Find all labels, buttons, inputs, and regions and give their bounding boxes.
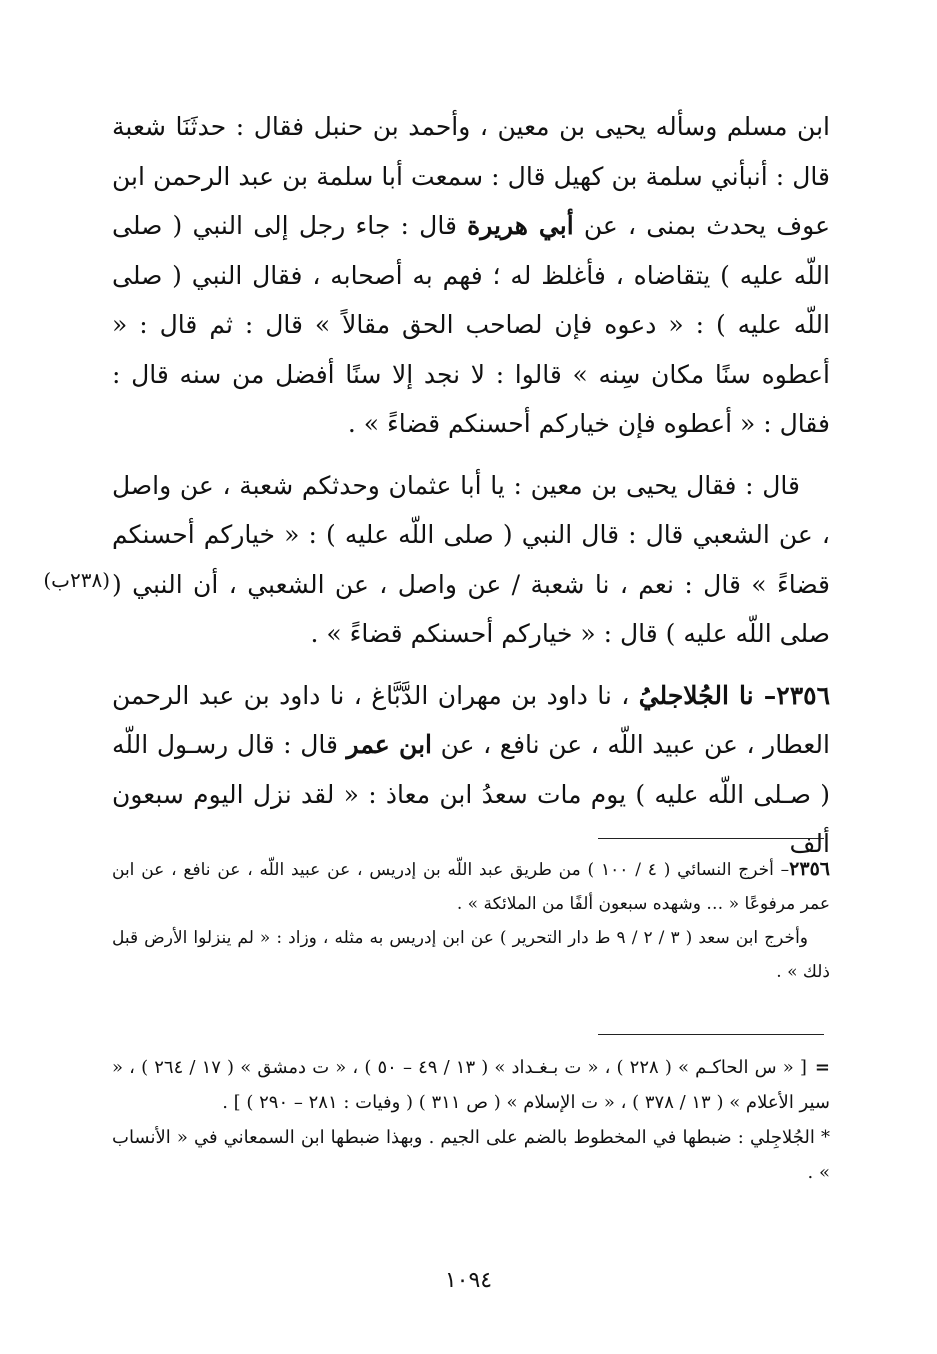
companion-name-bold: ابن عمر	[346, 730, 432, 759]
footnote-1	[112, 852, 830, 921]
footnote-number: ٢٣٥٦	[789, 858, 830, 880]
hadith-lead: – نا الجُلاجليُ	[638, 680, 777, 710]
page-number: ١٠٩٤	[444, 1268, 493, 1293]
paragraph-1-text-a: ابن مسلم وسأله يحيى بن معين ، وأحمد بن حنبل فقال : حدثَنَا شعبة قال : أنبأني سلمة بن كهيل قال : سمعت أبا سلمة بن عبد الرحمن ابن عوف يحدث بمنى ، عن	[112, 112, 831, 240]
reference-text: [ « س الحاكـم » ( ٢٢٨ ) ، « ت بـغـداد » ( ١٣ / ٤٩ – ٥٠ ) ، « ت دمشق » ( ١٧ / ٢٦٤ ) ، « سير الأعلام » ( ١٣ / ٣٧٨ ) ، « ت الإسلام » ( ص ٣١١ ) ( وفيات : ٢٨١ – ٢٩٠ ) ] .	[112, 1057, 830, 1113]
narrator-name-bold: أبي هريرة	[467, 211, 574, 240]
continuation-marker: =	[814, 1057, 830, 1078]
paragraph-3-text-a: ، نا داود بن مهران الدَّبَّاغ ، نا داود بن عبد الرحمن العطار ، عن عبيد اللّه ، عن نافع ، عن	[112, 680, 830, 759]
main-text	[112, 102, 830, 869]
manuscript-folio-marker: (٢٣٨ب)	[43, 568, 110, 592]
paragraph-2: قال : فقال يحيى بن معين : يا أبا عثمان وحدثكم شعبة ، عن واصل ، عن الشعبي قال : قال النبي ( صلى اللّه عليه ) : « خياركم أحسنكم قضاءً » قال : نعم ، نا شعبة / عن واصل ، عن الشعبي ، أن النبي ( صلى اللّه عليه ) قال : « خياركم أحسنكم قضاءً » .	[112, 470, 830, 648]
vocalization-note: * الجُلاجِلي : ضبطها في المخطوط بالضم على الجيم . وبهذا ضبطها ابن السمعاني في « الأنساب » .	[112, 1127, 830, 1183]
reference-line	[112, 1050, 830, 1120]
footnote-1-text: – أخرج النسائي ( ٤ / ١٠٠ ) من طريق عبد اللّه بن إدريس ، عن عبيد اللّه ، عن نافع ، عن ابن عمر مرفوعًا « … وشهده سبعون ألفًا من الملائكة » .	[112, 860, 830, 914]
hadith-number: ٢٣٥٦	[776, 680, 830, 710]
paragraph-1-text-b: قال : جاء رجل إلى النبي ( صلى اللّه عليه ) يتقاضاه ، فأغلظ له ؛ فهم به أصحابه ، فقال النبي ( صلى اللّه عليه ) : « دعوه فإن لصاحب الحق مقالاً » قال : ثم قال : « أعطوه سنًا مكان سِنه » قالوا : لا نجد إلا سنًا أفضل من سنه قال : فقال : « أعطوه فإن خياركم أحسنكم قضاءً » .	[112, 211, 830, 438]
footnotes	[112, 852, 830, 989]
references	[112, 1050, 830, 1190]
footnote-2: وأخرج ابن سعد ( ٣ / ٢ / ٩ ط دار التحرير ) عن ابن إدريس به مثله ، وزاد : « لم ينزلوا الأرض قبل ذلك » .	[112, 928, 830, 982]
paragraph-3-text-b: قال : قال رسـول اللّه ( صـلى اللّه عليه ) يوم مات سعدُ ابن معاذ : « لقد نزل اليوم سبعون ألف	[112, 730, 830, 858]
footnote-separator	[598, 838, 824, 839]
paragraph-1	[112, 102, 830, 449]
references-separator	[598, 1034, 824, 1035]
